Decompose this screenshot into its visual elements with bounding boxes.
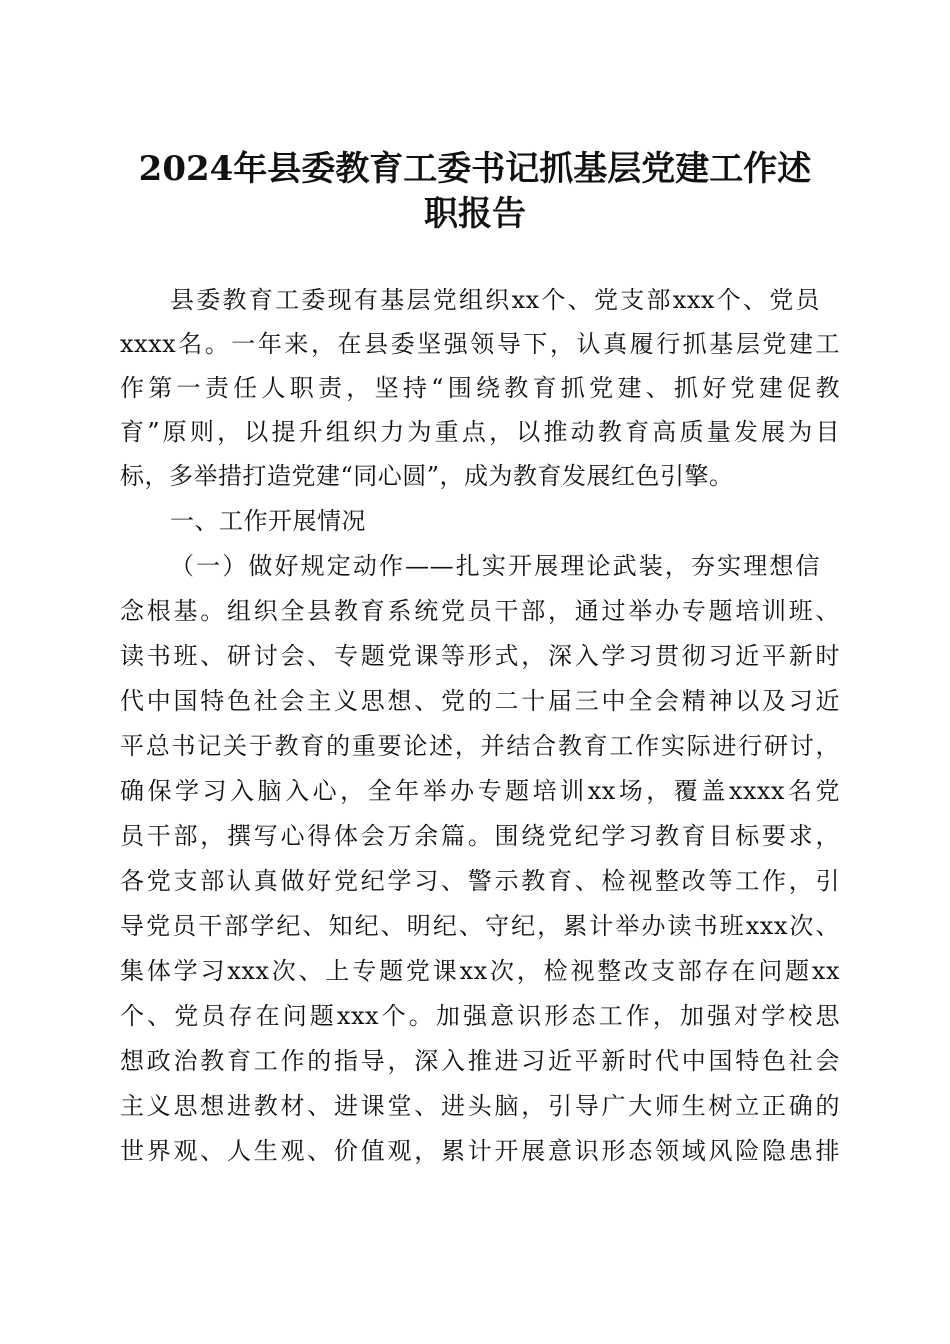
paragraph-line: 确保学习入脑入心，全年举办专题培训xx场，覆盖xxxx名党 [120,777,840,805]
paragraph-line: 标，多举措打造党建“同心圆”，成为教育发展红色引擎。 [120,462,734,490]
paragraph-line: 主义思想进教材、进课堂、进头脑，引导广大师生树立正确的 [120,1092,840,1120]
paragraph-line: 念根基。组织全县教育系统党员干部，通过举办专题培训班、 [120,597,840,625]
paragraph-line: 平总书记关于教育的重要论述，并结合教育工作实际进行研讨， [120,732,840,760]
document-title-line-1: 2024年县委教育工委书记抓基层党建工作述 [138,149,812,189]
paragraph-line: 作第一责任人职责，坚持“围绕教育抓党建、抓好党建促教 [120,374,840,402]
document-title-line-2: 职报告 [424,194,526,234]
paragraph-line: 世界观、人生观、价值观，累计开展意识形态领域风险隐患排 [120,1137,840,1165]
paragraph-line: 个、党员存在问题xxx个。加强意识形态工作，加强对学校思 [120,1002,840,1030]
paragraph-line: （一）做好规定动作——扎实开展理论武装，夯实理想信 [170,552,820,580]
paragraph-line: 员干部，撰写心得体会万余篇。围绕党纪学习教育目标要求， [120,822,840,850]
section-heading: 一、工作开展情况 [170,507,366,535]
paragraph-line: 县委教育工委现有基层党组织xx个、党支部xxx个、党员 [170,286,820,314]
paragraph-line: xxxx名。一年来，在县委坚强领导下，认真履行抓基层党建工 [120,330,840,358]
paragraph-line: 集体学习xxx次、上专题党课xx次，检视整改支部存在问题xx [120,957,840,985]
paragraph-line: 各党支部认真做好党纪学习、警示教育、检视整改等工作，引 [120,867,840,895]
paragraph-line: 读书班、研讨会、专题党课等形式，深入学习贯彻习近平新时 [120,642,840,670]
paragraph-line: 导党员干部学纪、知纪、明纪、守纪，累计举办读书班xxx次、 [120,912,840,940]
paragraph-line: 代中国特色社会主义思想、党的二十届三中全会精神以及习近 [120,687,840,715]
paragraph-line: 育”原则，以提升组织力为重点，以推动教育高质量发展为目 [120,418,840,446]
paragraph-line: 想政治教育工作的指导，深入推进习近平新时代中国特色社会 [120,1047,840,1075]
